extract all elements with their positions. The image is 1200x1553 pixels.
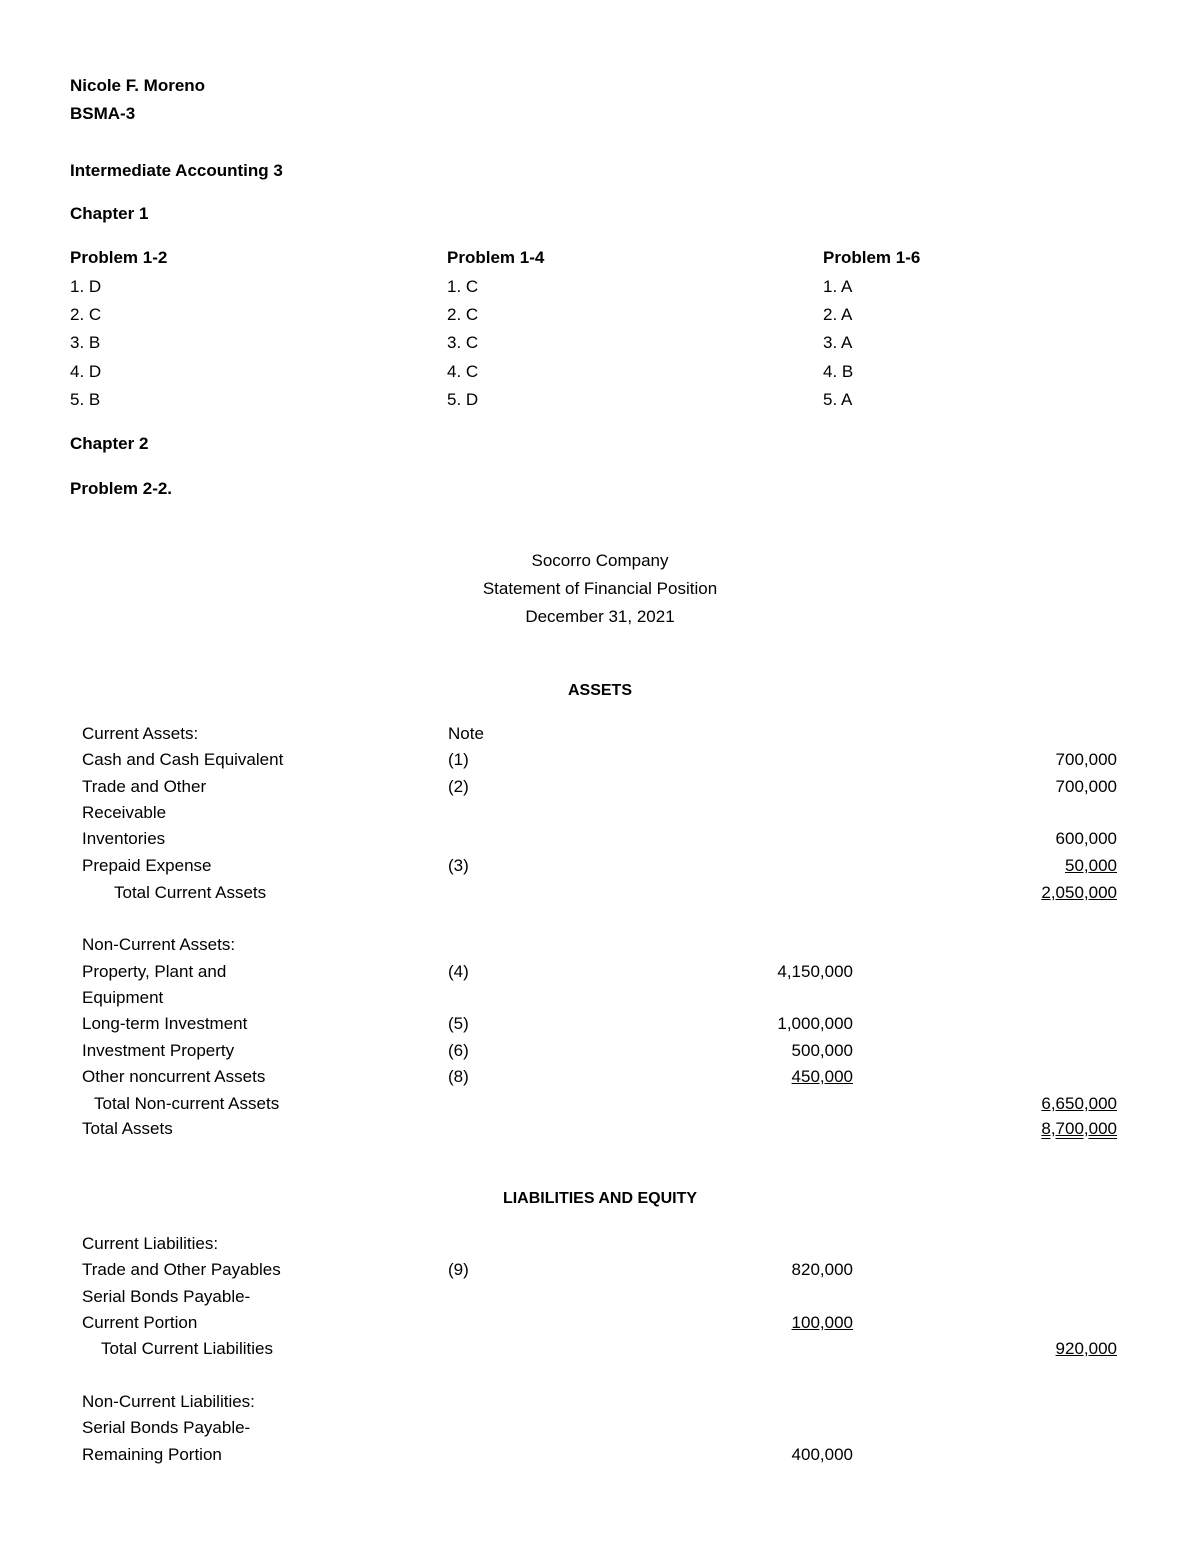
answer-item: 1. C bbox=[447, 277, 479, 296]
table-row bbox=[0, 1233, 1200, 1255]
problem-1-6-title: Problem 1-6 bbox=[823, 248, 921, 267]
total-assets-amount: 8,700,000 bbox=[1041, 1119, 1117, 1138]
answer-item: 4. B bbox=[823, 361, 854, 381]
answer-item: 5. D bbox=[447, 389, 479, 409]
total-current-liabilities-label: Total Current Liabilities bbox=[101, 1339, 273, 1358]
total-noncurrent-assets-amount: 6,650,000 bbox=[1041, 1094, 1117, 1113]
lti-amount: 1,000,000 bbox=[777, 1014, 853, 1033]
sbp-remaining-label-2: Remaining Portion bbox=[82, 1445, 222, 1464]
table-row bbox=[0, 1118, 1200, 1140]
answer-item: 2. A bbox=[823, 305, 853, 325]
lti-label: Long-term Investment bbox=[82, 1014, 248, 1033]
answer-item: 5. B bbox=[70, 389, 101, 409]
total-current-assets-amount: 2,050,000 bbox=[1041, 883, 1117, 902]
student-section: BSMA-3 bbox=[70, 104, 136, 123]
assets-heading: ASSETS bbox=[567, 682, 632, 699]
course-title: Intermediate Accounting 3 bbox=[70, 161, 283, 180]
cash-amount: 700,000 bbox=[1055, 750, 1117, 769]
table-row bbox=[0, 1444, 1200, 1466]
statement-date: December 31, 2021 bbox=[525, 607, 675, 626]
ppe-note: (4) bbox=[448, 962, 469, 981]
answer-item: 3. B bbox=[70, 333, 101, 353]
table-row bbox=[0, 882, 1200, 904]
total-current-liabilities-amount: 920,000 bbox=[1055, 1339, 1117, 1358]
table-row bbox=[0, 776, 1200, 822]
noncurrent-assets-label: Non-Current Assets: bbox=[82, 935, 236, 954]
table-row bbox=[0, 1391, 1200, 1413]
sbp-remaining-amount: 400,000 bbox=[791, 1445, 853, 1464]
total-assets-label: Total Assets bbox=[82, 1119, 173, 1138]
table-row bbox=[0, 1312, 1200, 1334]
lti-note: (5) bbox=[448, 1014, 469, 1033]
table-row bbox=[0, 1259, 1200, 1281]
table-row bbox=[0, 855, 1200, 877]
investment-property-amount: 500,000 bbox=[791, 1041, 853, 1060]
current-assets-header-row bbox=[0, 723, 1200, 745]
problem-1-4-answers bbox=[447, 273, 478, 414]
answer-item: 4. D bbox=[70, 361, 102, 381]
total-current-assets-label: Total Current Assets bbox=[114, 883, 267, 902]
other-noncurrent-label: Other noncurrent Assets bbox=[82, 1067, 266, 1086]
answer-item: 3. A bbox=[823, 333, 853, 353]
ppe-amount: 4,150,000 bbox=[777, 962, 853, 981]
noncurrent-liabilities-label: Non-Current Liabilities: bbox=[82, 1392, 255, 1411]
table-row bbox=[0, 1338, 1200, 1360]
chapter-2-heading: Chapter 2 bbox=[70, 434, 149, 453]
answer-item: 1. A bbox=[823, 277, 853, 296]
answer-item: 4. C bbox=[447, 361, 479, 381]
table-row bbox=[0, 1286, 1200, 1308]
sbp-current-label-1: Serial Bonds Payable- bbox=[82, 1287, 251, 1306]
other-noncurrent-note: (8) bbox=[448, 1067, 469, 1086]
total-noncurrent-assets-label: Total Non-current Assets bbox=[94, 1094, 280, 1113]
answer-item: 2. C bbox=[70, 305, 102, 325]
current-assets-label: Current Assets: bbox=[82, 724, 199, 743]
table-row bbox=[0, 1013, 1200, 1035]
other-noncurrent-amount: 450,000 bbox=[791, 1067, 853, 1086]
investment-property-label: Investment Property bbox=[82, 1041, 235, 1060]
table-row bbox=[0, 961, 1200, 1007]
table-row bbox=[0, 828, 1200, 850]
trade-receivable-note: (2) bbox=[448, 777, 469, 796]
trade-payables-label: Trade and Other Payables bbox=[82, 1260, 281, 1279]
trade-payables-amount: 820,000 bbox=[791, 1260, 853, 1279]
student-name: Nicole F. Moreno bbox=[70, 76, 206, 95]
sbp-current-label-2: Current Portion bbox=[82, 1313, 198, 1332]
ppe-label: Property, Plant and Equipment bbox=[82, 962, 227, 1007]
prepaid-amount: 50,000 bbox=[1065, 856, 1117, 875]
statement-title: Statement of Financial Position bbox=[482, 579, 718, 598]
sbp-remaining-label-1: Serial Bonds Payable- bbox=[82, 1418, 251, 1437]
trade-payables-note: (9) bbox=[448, 1260, 469, 1279]
cash-note: (1) bbox=[448, 750, 469, 769]
table-row bbox=[0, 1417, 1200, 1439]
trade-receivable-label: Trade and Other Receivable bbox=[82, 777, 207, 822]
cash-label: Cash and Cash Equivalent bbox=[82, 750, 284, 769]
answer-item: 1. D bbox=[70, 277, 102, 296]
problem-1-2-answers bbox=[70, 273, 101, 414]
note-column-header: Note bbox=[448, 724, 484, 743]
problem-1-4-title: Problem 1-4 bbox=[447, 248, 545, 267]
prepaid-note: (3) bbox=[448, 856, 469, 875]
table-row bbox=[0, 1093, 1200, 1115]
answer-item: 2. C bbox=[447, 305, 479, 325]
table-row bbox=[0, 1040, 1200, 1062]
inventories-amount: 600,000 bbox=[1055, 829, 1117, 848]
investment-property-note: (6) bbox=[448, 1041, 469, 1060]
prepaid-label: Prepaid Expense bbox=[82, 856, 212, 875]
chapter-1-heading: Chapter 1 bbox=[70, 204, 149, 223]
company-name: Socorro Company bbox=[531, 551, 669, 570]
liabilities-equity-heading: LIABILITIES AND EQUITY bbox=[502, 1190, 698, 1207]
answer-item: 3. C bbox=[447, 333, 479, 353]
problem-1-2-title: Problem 1-2 bbox=[70, 248, 168, 267]
problem-2-2-heading: Problem 2-2. bbox=[70, 479, 173, 498]
table-row bbox=[0, 749, 1200, 771]
trade-receivable-amount: 700,000 bbox=[1055, 777, 1117, 796]
table-row bbox=[0, 934, 1200, 956]
inventories-label: Inventories bbox=[82, 829, 166, 848]
answer-item: 5. A bbox=[823, 389, 853, 409]
problem-1-6-answers bbox=[823, 273, 853, 414]
sbp-current-amount: 100,000 bbox=[791, 1313, 853, 1332]
table-row bbox=[0, 1066, 1200, 1088]
current-liabilities-label: Current Liabilities: bbox=[82, 1234, 219, 1253]
